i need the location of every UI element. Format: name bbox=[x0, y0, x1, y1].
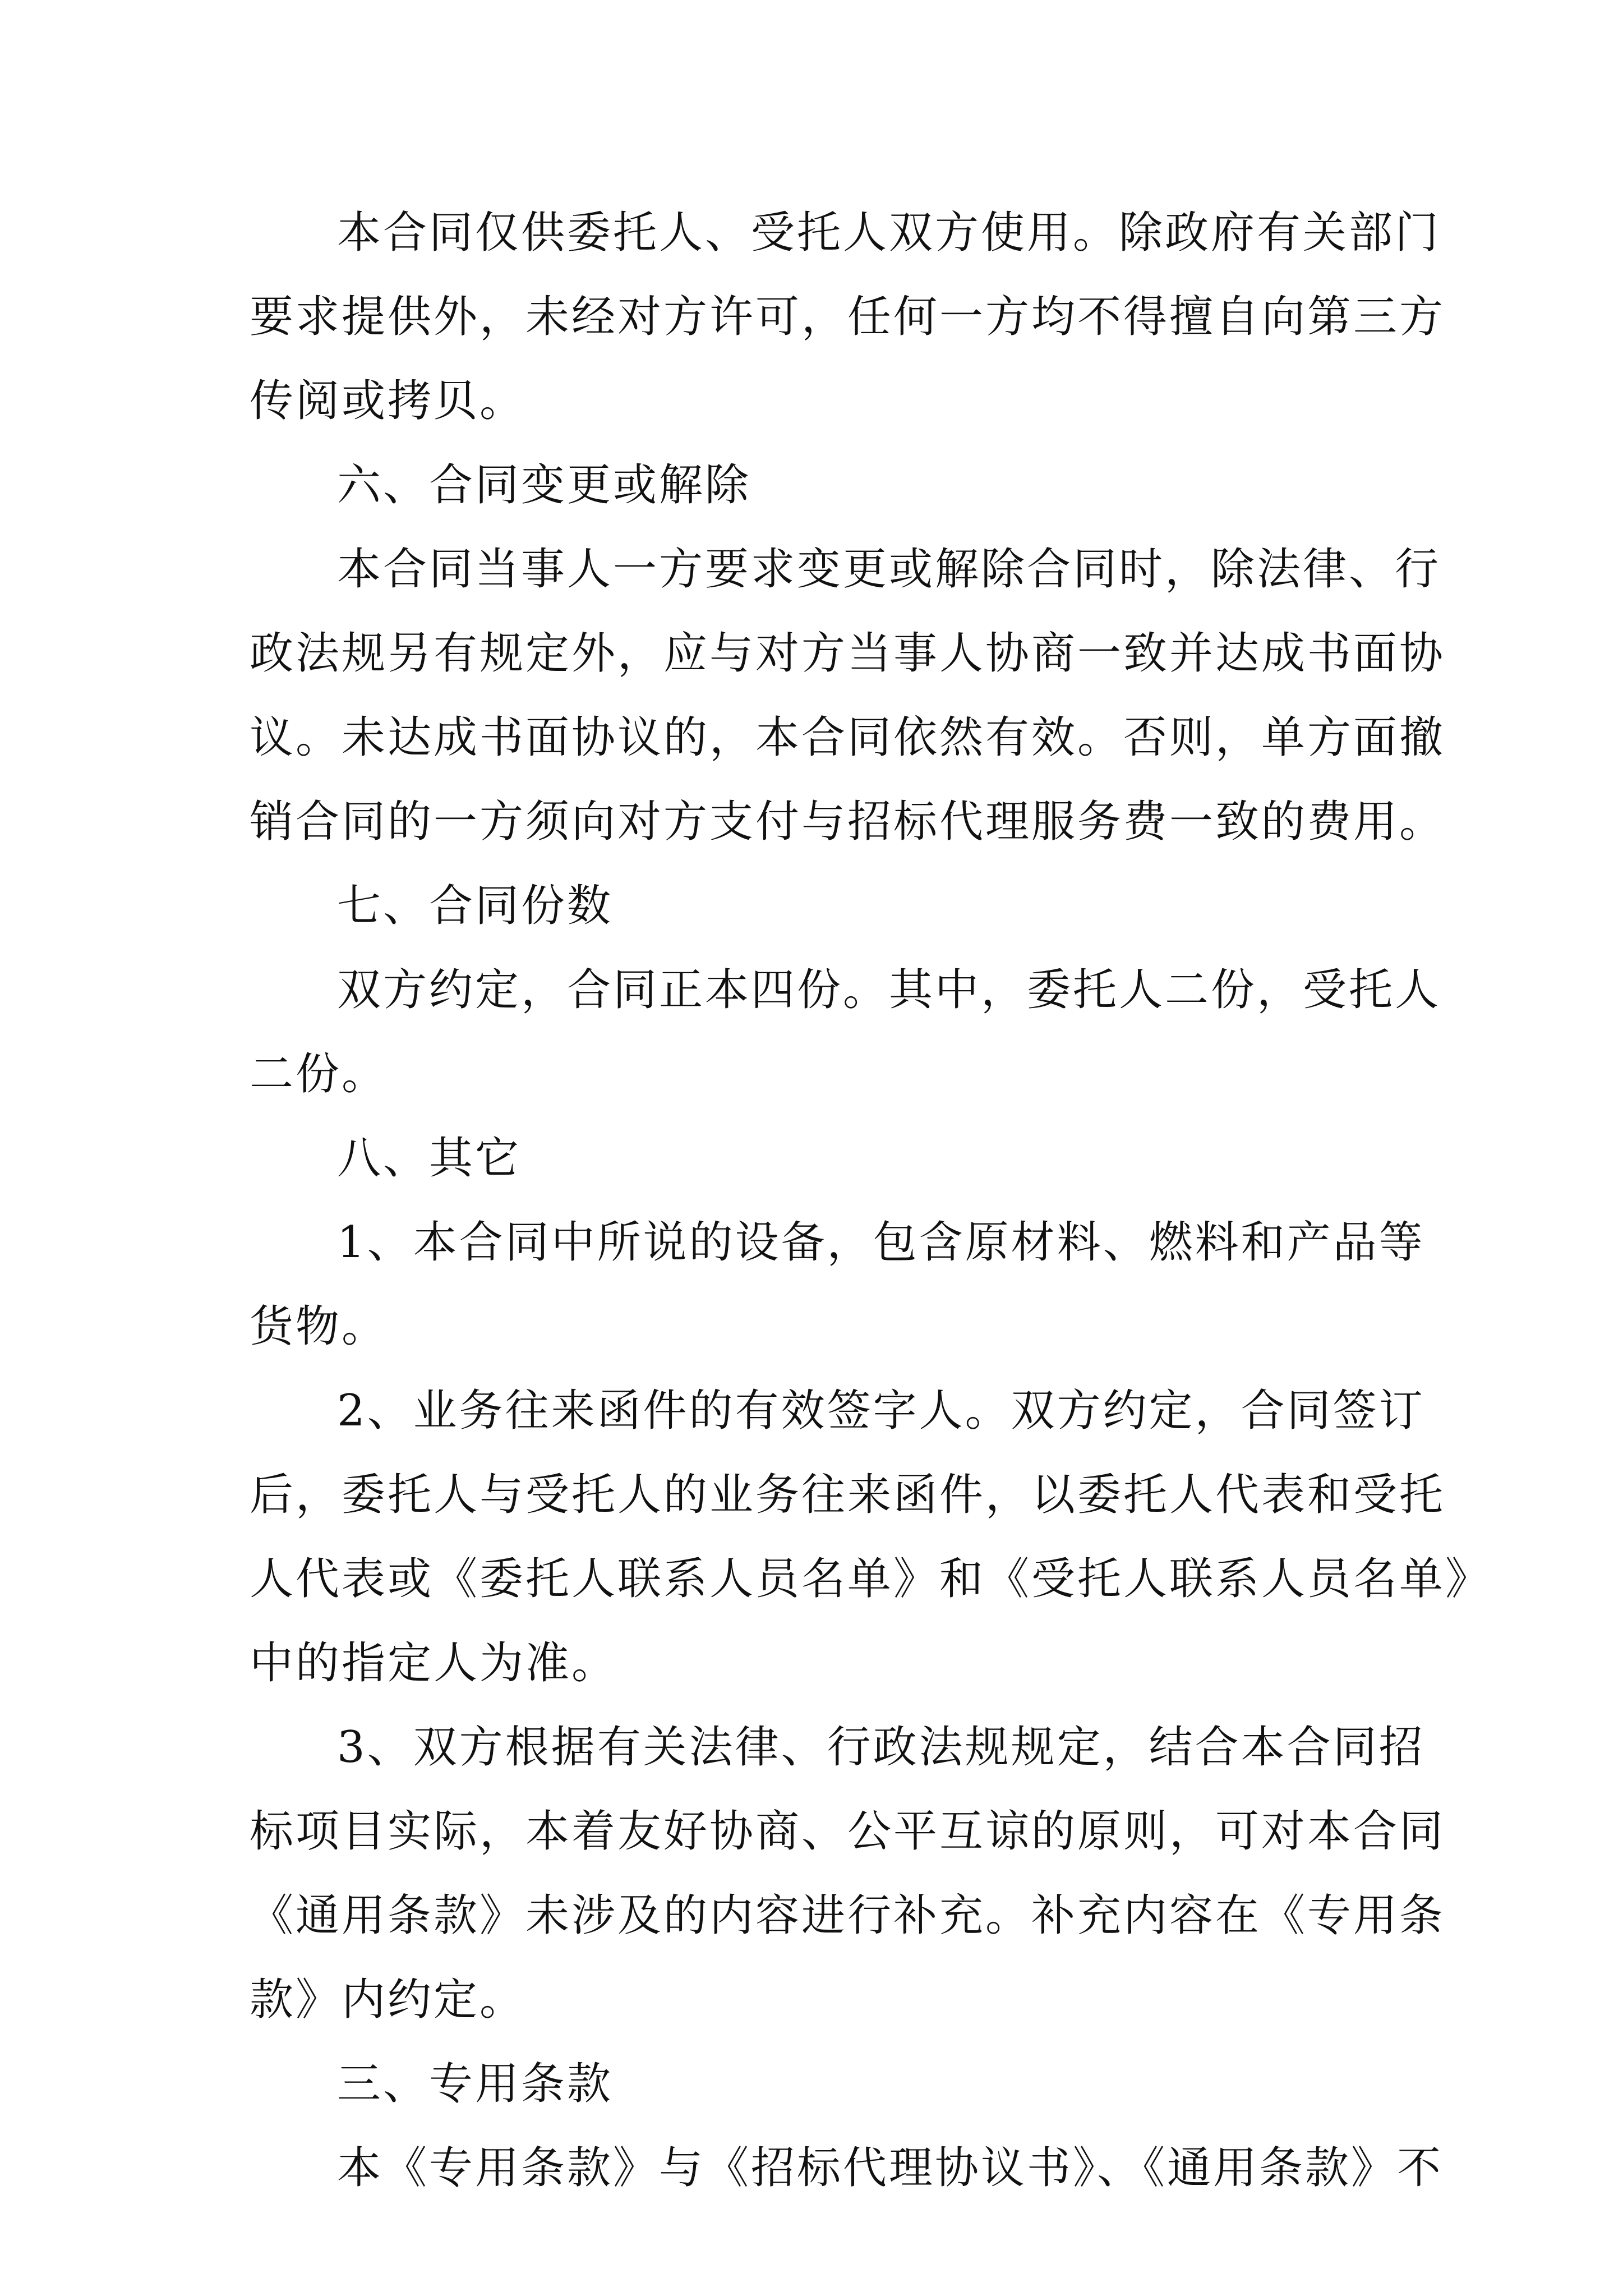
text-line: 人代表或《委托人联系人员名单》和《受托人联系人员名单》 bbox=[250, 1554, 1492, 1604]
text-line: 货物。 bbox=[250, 1301, 388, 1352]
text-line: 双方约定，合同正本四份。其中，委托人二份，受托人 bbox=[337, 965, 1441, 1015]
text-line: 《通用条款》未涉及的内容进行补充。补充内容在《专用条 bbox=[250, 1890, 1446, 1941]
text-line: 1、本合同中所说的设备，包含原材料、燃料和产品等 bbox=[337, 1217, 1425, 1268]
section-heading: 六、合同变更或解除 bbox=[337, 460, 751, 510]
text-line: 本合同当事人一方要求变更或解除合同时，除法律、行 bbox=[337, 544, 1441, 595]
text-line: 二份。 bbox=[250, 1049, 388, 1099]
text-line: 销合同的一方须向对方支付与招标代理服务费一致的费用。 bbox=[250, 797, 1446, 847]
text-line: 后，委托人与受托人的业务往来函件，以委托人代表和受托 bbox=[250, 1470, 1446, 1520]
text-line: 中的指定人为准。 bbox=[250, 1638, 618, 1688]
text-line: 传阅或拷贝。 bbox=[250, 376, 526, 426]
document-body bbox=[250, 191, 1492, 2210]
text-line: 2、业务往来函件的有效签字人。双方约定，合同签订 bbox=[337, 1386, 1425, 1436]
text-line: 本《专用条款》与《招标代理协议书》、《通用条款》不 bbox=[337, 2143, 1444, 2193]
text-line: 议。未达成书面协议的，本合同依然有效。否则，单方面撤 bbox=[250, 712, 1446, 763]
section-heading: 三、专用条款 bbox=[337, 2059, 614, 2109]
text-line: 标项目实际，本着友好协商、公平互谅的原则，可对本合同 bbox=[250, 1806, 1446, 1857]
text-line: 要求提供外，未经对方许可，任何一方均不得擅自向第三方 bbox=[250, 292, 1446, 342]
section-heading: 七、合同份数 bbox=[337, 881, 614, 931]
section-heading: 八、其它 bbox=[337, 1133, 522, 1184]
text-line: 政法规另有规定外，应与对方当事人协商一致并达成书面协 bbox=[250, 628, 1446, 679]
text-line: 3、双方根据有关法律、行政法规规定，结合本合同招 bbox=[337, 1722, 1425, 1773]
text-line: 款》内约定。 bbox=[250, 1975, 526, 2025]
text-line: 本合同仅供委托人、受托人双方使用。除政府有关部门 bbox=[337, 208, 1441, 258]
